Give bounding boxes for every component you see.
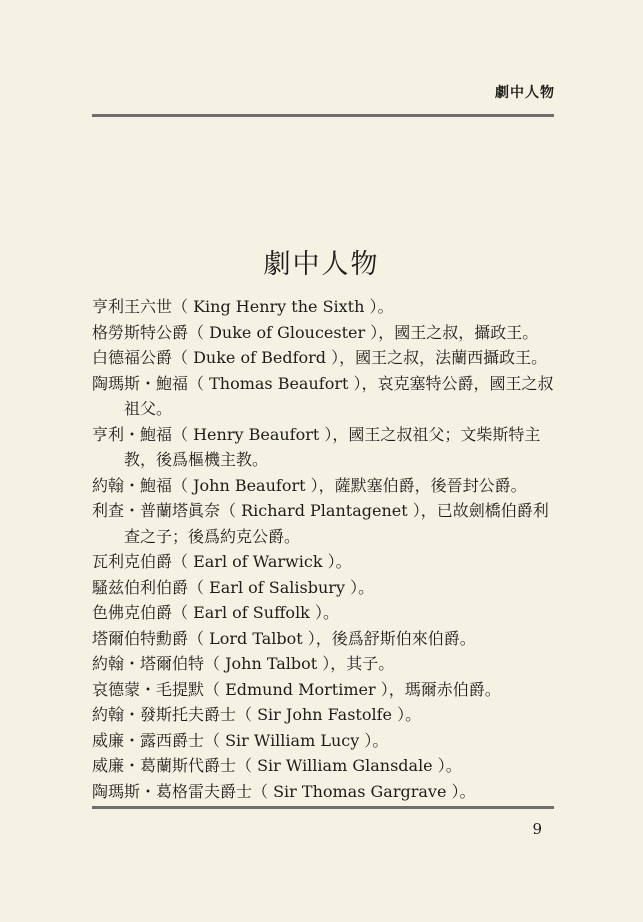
- cast-item-suffolk: 色佛克伯爵（ Earl of Suffolk ）。: [92, 603, 339, 622]
- cast-list: [92, 294, 558, 804]
- cast-item-william-glansdale: 威廉・葛蘭斯代爵士（ Sir William Glansdale ）。: [92, 756, 462, 775]
- cast-item-henry-beaufort: 亨利・鮑福（ Henry Beaufort ），國王之叔祖父；文柴斯特主教，後爲樞機主教。: [92, 424, 541, 469]
- cast-item-gloucester: 格勞斯特公爵（ Duke of Gloucester ），國王之叔，攝政王。: [92, 322, 539, 342]
- cast-item-king-henry: 亨利王六世（ King Henry the Sixth ）。: [92, 297, 394, 316]
- cast-item-bedford: 白德福公爵（ Duke of Bedford ），國王之叔，法蘭西攝政王。: [92, 348, 548, 367]
- footer-rule: [92, 806, 554, 809]
- cast-item-salisbury: 騷兹伯利伯爵（ Earl of Salisbury ）。: [92, 577, 375, 597]
- cast-item-thomas-gargrave: 陶瑪斯・葛格雷夫爵士（ Sir Thomas Gargrave ）。: [92, 781, 476, 801]
- cast-item-thomas-beaufort: 陶瑪斯・鮑福（ Thomas Beaufort ），哀克塞特公爵，國王之叔祖父。: [92, 373, 554, 418]
- page-title: 劇中人物: [263, 249, 380, 280]
- cast-item-lord-talbot: 塔爾伯特勳爵（ Lord Talbot ），後爲舒斯伯來伯爵。: [92, 628, 476, 648]
- cast-item-william-lucy: 威廉・露西爵士（ Sir William Lucy ）。: [92, 730, 389, 750]
- running-header: 劇中人物: [495, 85, 555, 101]
- cast-item-richard-plantagenet: 利查・普蘭塔眞奈（ Richard Plantagenet ），已故劍橋伯爵利查之子；後爲約克公爵。: [92, 501, 549, 546]
- header-rule: [92, 114, 554, 117]
- cast-item-john-talbot: 約翰・塔爾伯特（ John Talbot ），其子。: [92, 654, 395, 673]
- cast-item-john-fastolfe: 約翰・發斯托夫爵士（ Sir John Fastolfe ）。: [92, 705, 422, 724]
- cast-item-edmund-mortimer: 哀德蒙・毛提默（ Edmund Mortimer ），瑪爾赤伯爵。: [92, 679, 501, 699]
- cast-item-warwick: 瓦利克伯爵（ Earl of Warwick ）。: [92, 552, 352, 571]
- cast-item-john-beaufort: 約翰・鮑福（ John Beaufort ），薩默塞伯爵，後晉封公爵。: [92, 475, 527, 495]
- page-number: 9: [532, 820, 542, 838]
